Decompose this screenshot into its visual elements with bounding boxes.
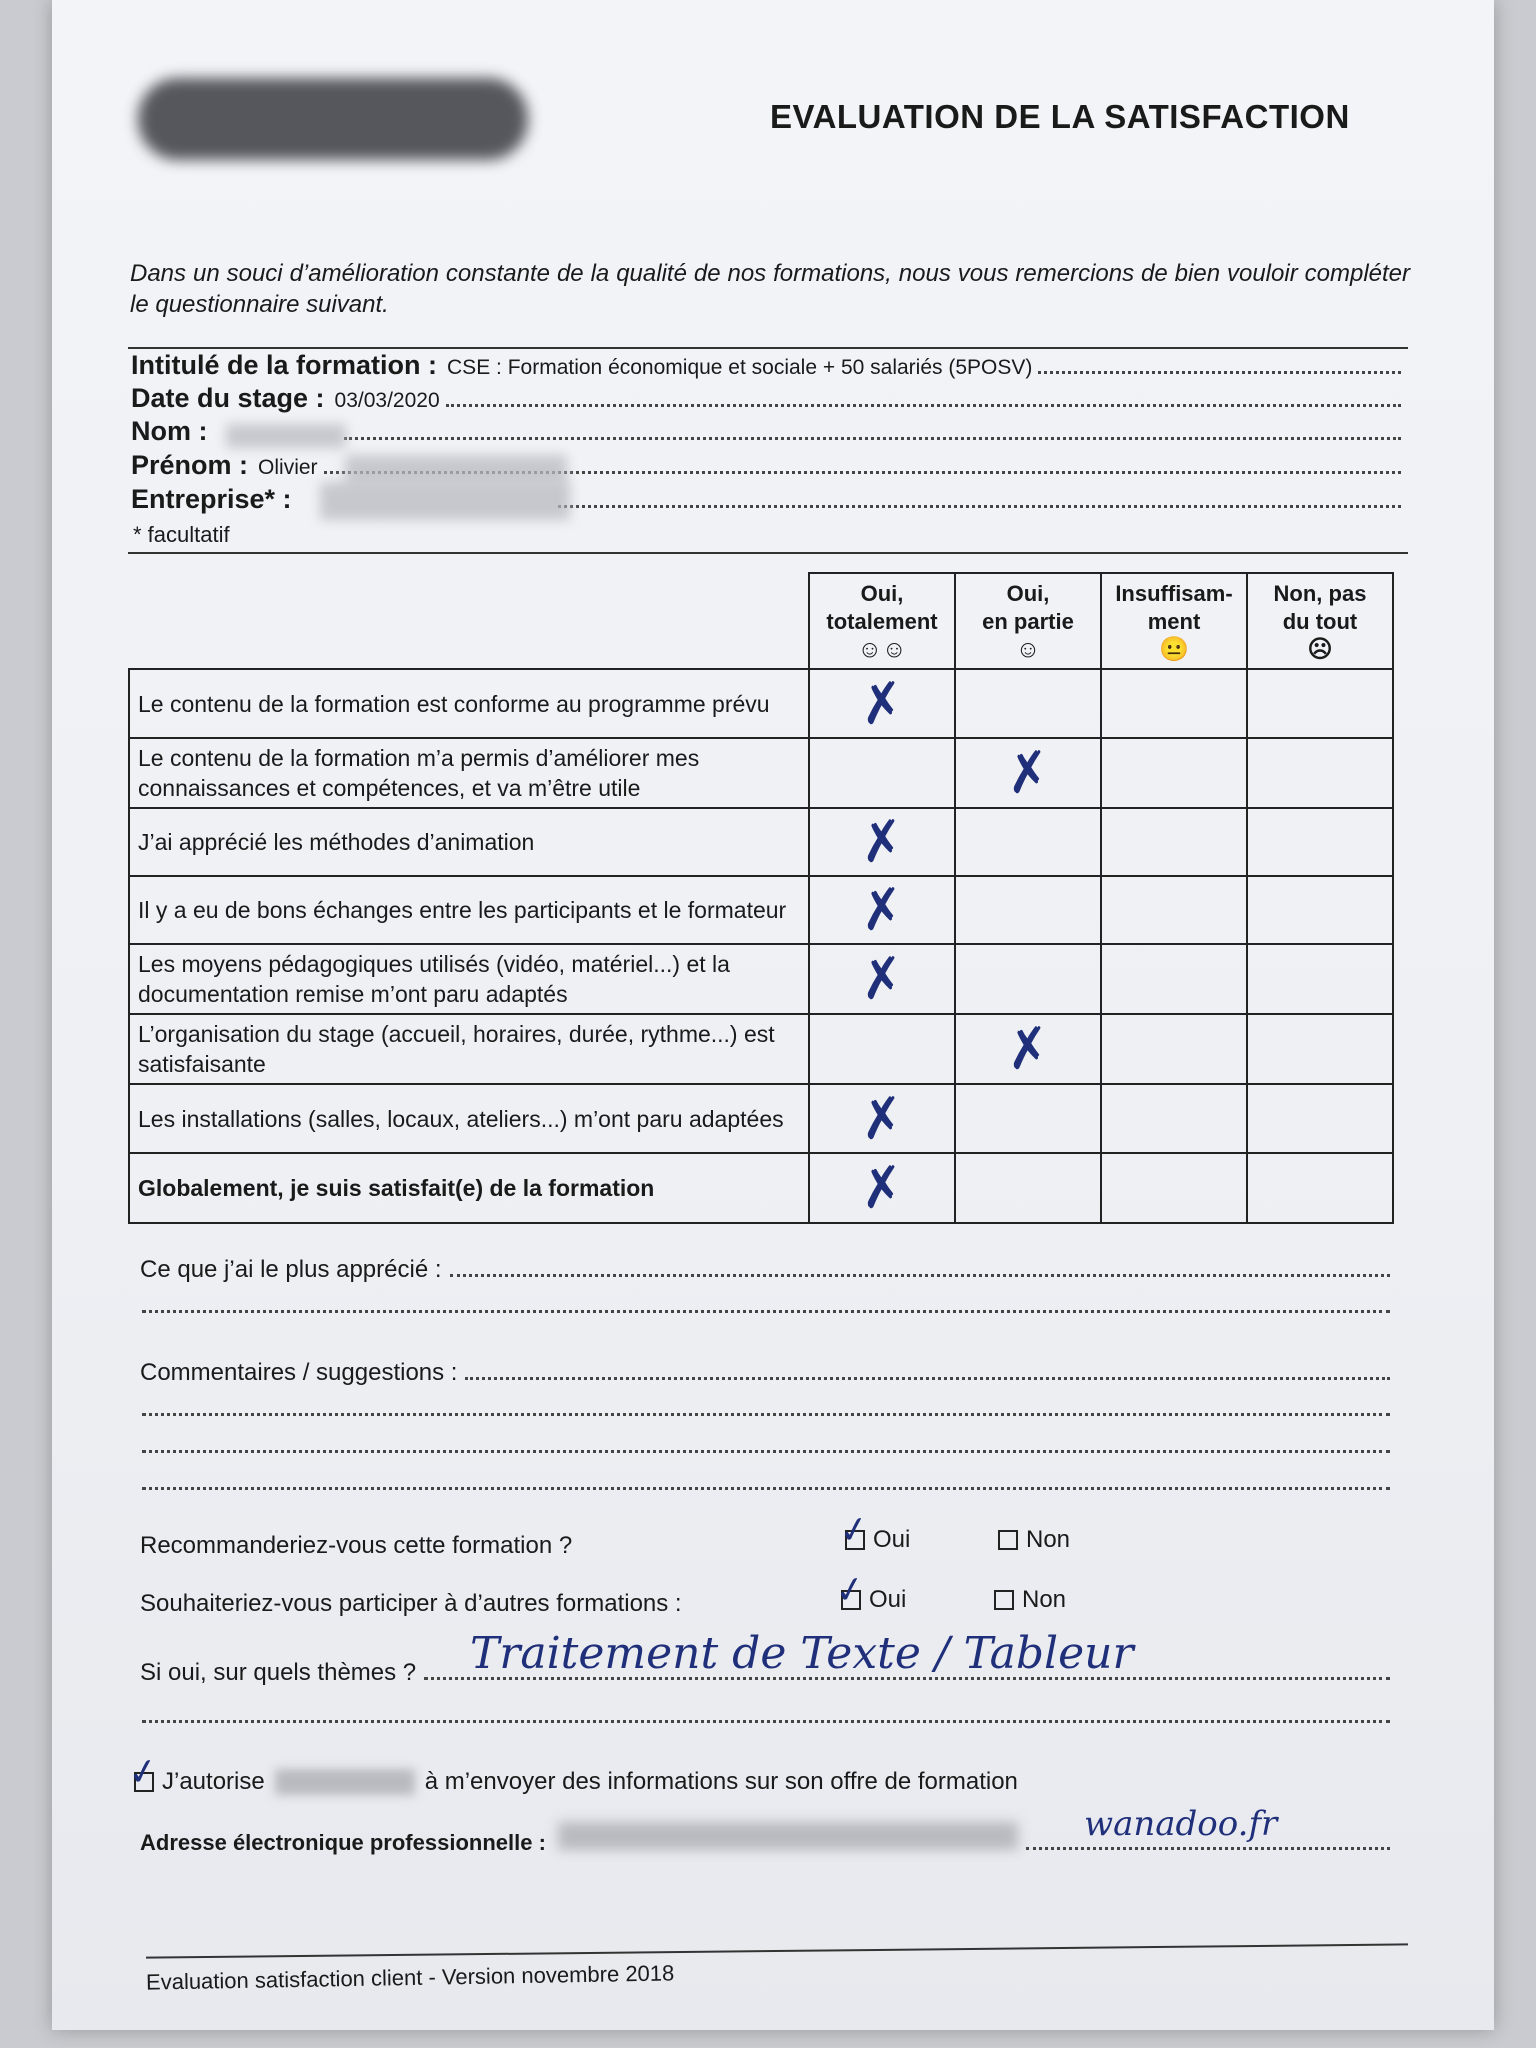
dotted-line xyxy=(558,487,1401,508)
themes-handwritten: Traitement de Texte / Tableur xyxy=(470,1628,1134,1679)
answer-cell[interactable] xyxy=(1247,1084,1393,1153)
answer-cell[interactable] xyxy=(955,876,1101,944)
answer-cell[interactable] xyxy=(1247,669,1393,738)
authorize-text-before: J’autorise xyxy=(162,1768,265,1795)
dotted-line xyxy=(1038,353,1401,374)
question-cell: Il y a eu de bons échanges entre les participants et le formateur xyxy=(129,876,809,944)
optional-footnote: * facultatif xyxy=(133,522,230,547)
answer-cell[interactable] xyxy=(1247,808,1393,876)
answer-cell[interactable] xyxy=(1247,876,1393,944)
organization-logo xyxy=(138,78,528,160)
evaluation-table xyxy=(128,572,1394,1224)
answer-cell[interactable] xyxy=(809,1153,955,1223)
table-row xyxy=(129,1014,1393,1084)
answer-cell[interactable] xyxy=(1101,1014,1247,1084)
column-header: Non, pas du tout ☹ xyxy=(1247,573,1393,669)
answer-cell[interactable] xyxy=(1101,1084,1247,1153)
check-mark-icon: ✓ xyxy=(835,1507,873,1554)
table-row xyxy=(129,876,1393,944)
redaction-blur xyxy=(226,424,346,448)
appreciated-label: Ce que j’ai le plus apprécié : xyxy=(140,1256,442,1283)
answer-cell[interactable] xyxy=(955,1084,1101,1153)
appreciated-row xyxy=(140,1254,1390,1288)
recommend-no[interactable]: Non xyxy=(998,1526,1070,1554)
answer-cell[interactable] xyxy=(809,808,955,876)
answer-cell[interactable] xyxy=(1101,669,1247,738)
answer-cell[interactable] xyxy=(1247,1014,1393,1084)
question-cell: L’organisation du stage (accueil, horaires, durée, rythme...) est satisfaisante xyxy=(129,1014,809,1084)
table-row xyxy=(129,944,1393,1014)
question-cell: Le contenu de la formation m’a permis d’améliorer mes connaissances et compétences, et va m’être utile xyxy=(129,738,809,808)
dotted-line xyxy=(142,1310,1390,1313)
prenom-value[interactable]: Olivier xyxy=(258,456,318,479)
answer-cell[interactable] xyxy=(1247,1153,1393,1223)
table-header-row xyxy=(129,573,1393,669)
recommend-label: Recommanderiez-vous cette formation ? xyxy=(140,1532,573,1559)
answer-cell[interactable] xyxy=(1101,1153,1247,1223)
field-formation xyxy=(131,350,1401,382)
check-mark-icon: ✓ xyxy=(831,1567,869,1614)
cross-mark-icon: ✗ xyxy=(1001,1014,1055,1083)
date-value[interactable]: 03/03/2020 xyxy=(334,389,440,412)
cross-mark-icon: ✗ xyxy=(855,807,909,876)
appreciated-input[interactable] xyxy=(450,1254,1390,1277)
other-no[interactable]: Non xyxy=(994,1586,1066,1614)
divider-fields xyxy=(128,552,1408,554)
authorize-checkbox-row xyxy=(124,1749,1018,1796)
redaction-blur xyxy=(345,455,567,485)
cross-mark-icon: ✗ xyxy=(855,1153,909,1222)
table-row xyxy=(129,808,1393,876)
email-label: Adresse électronique professionnelle : xyxy=(140,1830,546,1855)
intro-text: Dans un souci d’amélioration constante de la qualité de nos formations, nous vous remercions de bien vouloir compléter le questionnaire suivant. xyxy=(130,260,1410,318)
column-header: Oui, totalement ☺☺ xyxy=(809,573,955,669)
answer-cell[interactable] xyxy=(1101,738,1247,808)
checkbox[interactable] xyxy=(994,1590,1014,1610)
question-cell: Les moyens pédagogiques utilisés (vidéo, matériel...) et la documentation remise m’ont paru adaptés xyxy=(129,944,809,1014)
comments-label: Commentaires / suggestions : xyxy=(140,1359,458,1386)
question-cell: J’ai apprécié les méthodes d’animation xyxy=(129,808,809,876)
answer-cell[interactable] xyxy=(955,1014,1101,1084)
question-cell: Globalement, je suis satisfait(e) de la formation xyxy=(129,1153,809,1223)
cross-mark-icon: ✗ xyxy=(1001,738,1055,807)
table-row xyxy=(129,669,1393,738)
field-prenom xyxy=(131,450,1401,482)
answer-cell[interactable] xyxy=(809,876,955,944)
answer-cell[interactable] xyxy=(809,1014,955,1084)
footer-version: Evaluation satisfaction client - Version novembre 2018 xyxy=(145,1960,675,1995)
authorize-checkbox[interactable] xyxy=(124,1749,162,1796)
answer-cell[interactable] xyxy=(955,738,1101,808)
table-row xyxy=(129,1084,1393,1153)
table-row xyxy=(129,738,1393,808)
nom-label: Nom : xyxy=(131,416,208,446)
checkbox[interactable] xyxy=(998,1530,1018,1550)
redaction-blur xyxy=(558,1822,1018,1850)
frown-face-icon: ☹ xyxy=(1307,636,1333,663)
divider-top xyxy=(128,347,1408,349)
dotted-line xyxy=(142,1487,1390,1490)
dotted-line xyxy=(446,386,1401,407)
answer-cell[interactable] xyxy=(955,1153,1101,1223)
dotted-line xyxy=(142,1720,1390,1723)
answer-cell[interactable] xyxy=(809,669,955,738)
redaction-blur xyxy=(275,1769,415,1795)
cross-mark-icon: ✗ xyxy=(855,944,909,1013)
answer-cell[interactable] xyxy=(955,808,1101,876)
recommend-yes[interactable]: ✓ Oui xyxy=(835,1507,911,1554)
email-handwritten: wanadoo.fr xyxy=(1084,1804,1278,1844)
check-mark-icon: ✓ xyxy=(124,1749,162,1796)
dotted-line xyxy=(142,1450,1390,1453)
answer-cell[interactable] xyxy=(1101,876,1247,944)
date-label: Date du stage : xyxy=(131,383,325,413)
comments-input[interactable] xyxy=(465,1357,1390,1380)
column-header: Insuffisam- ment 😐 xyxy=(1101,573,1247,669)
redaction-blur xyxy=(320,482,570,520)
other-yes[interactable]: ✓ Oui xyxy=(831,1567,907,1614)
column-header: Oui, en partie ☺ xyxy=(955,573,1101,669)
header-blank xyxy=(129,573,809,669)
themes-label: Si oui, sur quels thèmes ? xyxy=(140,1659,417,1686)
formation-label: Intitulé de la formation : xyxy=(131,350,438,380)
field-date xyxy=(131,383,1401,415)
dotted-line xyxy=(142,1413,1390,1416)
answer-cell[interactable] xyxy=(1247,738,1393,808)
other-trainings-label: Souhaiteriez-vous participer à d’autres formations : xyxy=(140,1590,682,1617)
cross-mark-icon: ✗ xyxy=(855,1083,909,1153)
neutral-face-icon: 😐 xyxy=(1159,636,1189,663)
answer-cell[interactable] xyxy=(809,1084,955,1153)
double-smiley-icon: ☺☺ xyxy=(857,636,907,663)
cross-mark-icon: ✗ xyxy=(855,875,909,944)
answer-cell[interactable] xyxy=(1101,808,1247,876)
question-cell: Les installations (salles, locaux, ateliers...) m’ont paru adaptées xyxy=(129,1084,809,1153)
smiley-icon: ☺ xyxy=(1015,636,1041,663)
answer-cell[interactable] xyxy=(1247,944,1393,1014)
answer-cell[interactable] xyxy=(809,944,955,1014)
answer-cell[interactable] xyxy=(955,669,1101,738)
answer-cell[interactable] xyxy=(1101,944,1247,1014)
prenom-label: Prénom : xyxy=(131,450,249,480)
entreprise-label: Entreprise* : xyxy=(131,484,292,514)
formation-value[interactable]: CSE : Formation économique et sociale + 50 salariés (5POSV) xyxy=(447,356,1033,379)
cross-mark-icon: ✗ xyxy=(855,668,909,738)
dotted-line xyxy=(344,419,1402,440)
answer-cell[interactable] xyxy=(955,944,1101,1014)
answer-cell[interactable] xyxy=(809,738,955,808)
table-row xyxy=(129,1153,1393,1223)
page-title: EVALUATION DE LA SATISFACTION xyxy=(770,98,1350,135)
authorize-text-after: à m’envoyer des informations sur son offre de formation xyxy=(424,1768,1018,1795)
comments-row xyxy=(140,1357,1390,1391)
question-cell: Le contenu de la formation est conforme au programme prévu xyxy=(129,669,809,738)
